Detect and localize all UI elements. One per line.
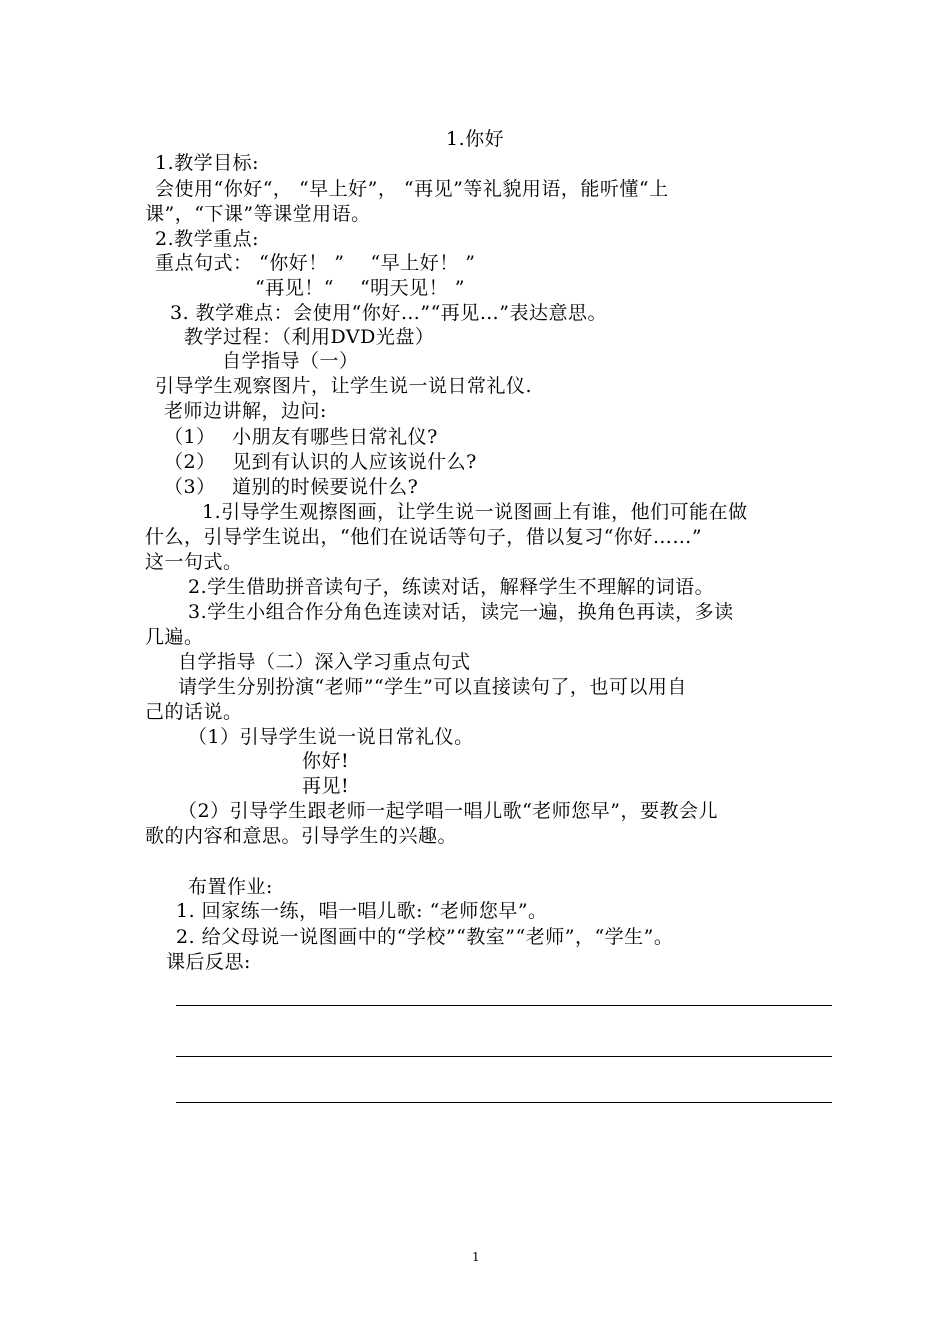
page-number: 1 bbox=[472, 1250, 480, 1264]
document-title: 1.你好 bbox=[446, 128, 505, 150]
text-line: （1）引导学生说一说日常礼仪。 bbox=[188, 726, 474, 748]
section-heading-difficulty: 3. 教学难点：会使用“你好…”“再见…”表达意思。 bbox=[170, 302, 608, 324]
section-heading-process: 教学过程：（利用DVD光盘） bbox=[184, 326, 435, 348]
reflection-line bbox=[176, 1102, 832, 1103]
text-line: 歌的内容和意思。引导学生的兴趣。 bbox=[145, 825, 458, 847]
text-line: 己的话说。 bbox=[145, 701, 243, 723]
text-line: 1.引导学生观擦图画，让学生说一说图画上有谁，他们可能在做 bbox=[202, 501, 748, 523]
homework-item: 1. 回家练一练，唱一唱儿歌: “老师您早”。 bbox=[176, 900, 548, 922]
section-heading-goals: 1.教学目标: bbox=[155, 152, 260, 174]
text-line: 3.学生小组合作分角色连读对话，读完一遍，换角色再读，多读 bbox=[188, 601, 734, 623]
question-item: （3） 道别的时候要说什么? bbox=[164, 476, 419, 498]
text-line: 再见! bbox=[302, 775, 350, 797]
reflection-line bbox=[176, 1005, 832, 1006]
section-heading-reflection: 课后反思: bbox=[166, 951, 251, 973]
text-line: 2.学生借助拼音读句子，练读对话，解释学生不理解的词语。 bbox=[188, 576, 715, 598]
text-line: 你好! bbox=[302, 750, 350, 772]
text-line: 老师边讲解，边问: bbox=[164, 400, 327, 422]
text-line: 引导学生观察图片，让学生说一说日常礼仪. bbox=[155, 375, 533, 397]
question-item: （1） 小朋友有哪些日常礼仪? bbox=[164, 426, 438, 448]
section-heading-key-points: 2.教学重点: bbox=[155, 228, 260, 250]
question-item: （2） 见到有认识的人应该说什么? bbox=[164, 451, 477, 473]
text-line: “再见！“ “明天见！ ” bbox=[255, 277, 465, 299]
section-heading-homework: 布置作业: bbox=[188, 876, 273, 898]
reflection-line bbox=[176, 1056, 832, 1057]
text-line: 会使用“你好“， “早上好”， “再见”等礼貌用语，能听懂“上 bbox=[155, 178, 669, 200]
text-line: 请学生分别扮演“老师”“学生”可以直接读句了，也可以用自 bbox=[178, 676, 687, 698]
text-line: 什么，引导学生说出，“他们在说话等句子，借以复习“你好……” bbox=[145, 526, 703, 548]
subheading-guide-2: 自学指导（二）深入学习重点句式 bbox=[178, 651, 471, 673]
text-line: 课”，“下课”等课堂用语。 bbox=[145, 203, 371, 225]
text-line: 几遍。 bbox=[145, 626, 204, 648]
text-line: 这一句式。 bbox=[145, 551, 243, 573]
text-line: 重点句式： “你好！ ” “早上好！ ” bbox=[155, 252, 476, 274]
text-line: （2）引导学生跟老师一起学唱一唱儿歌“老师您早”，要教会儿 bbox=[178, 800, 719, 822]
subheading-guide-1: 自学指导（一） bbox=[222, 350, 359, 372]
homework-item: 2. 给父母说一说图画中的“学校”“教室”“老师”，“学生”。 bbox=[176, 926, 674, 948]
